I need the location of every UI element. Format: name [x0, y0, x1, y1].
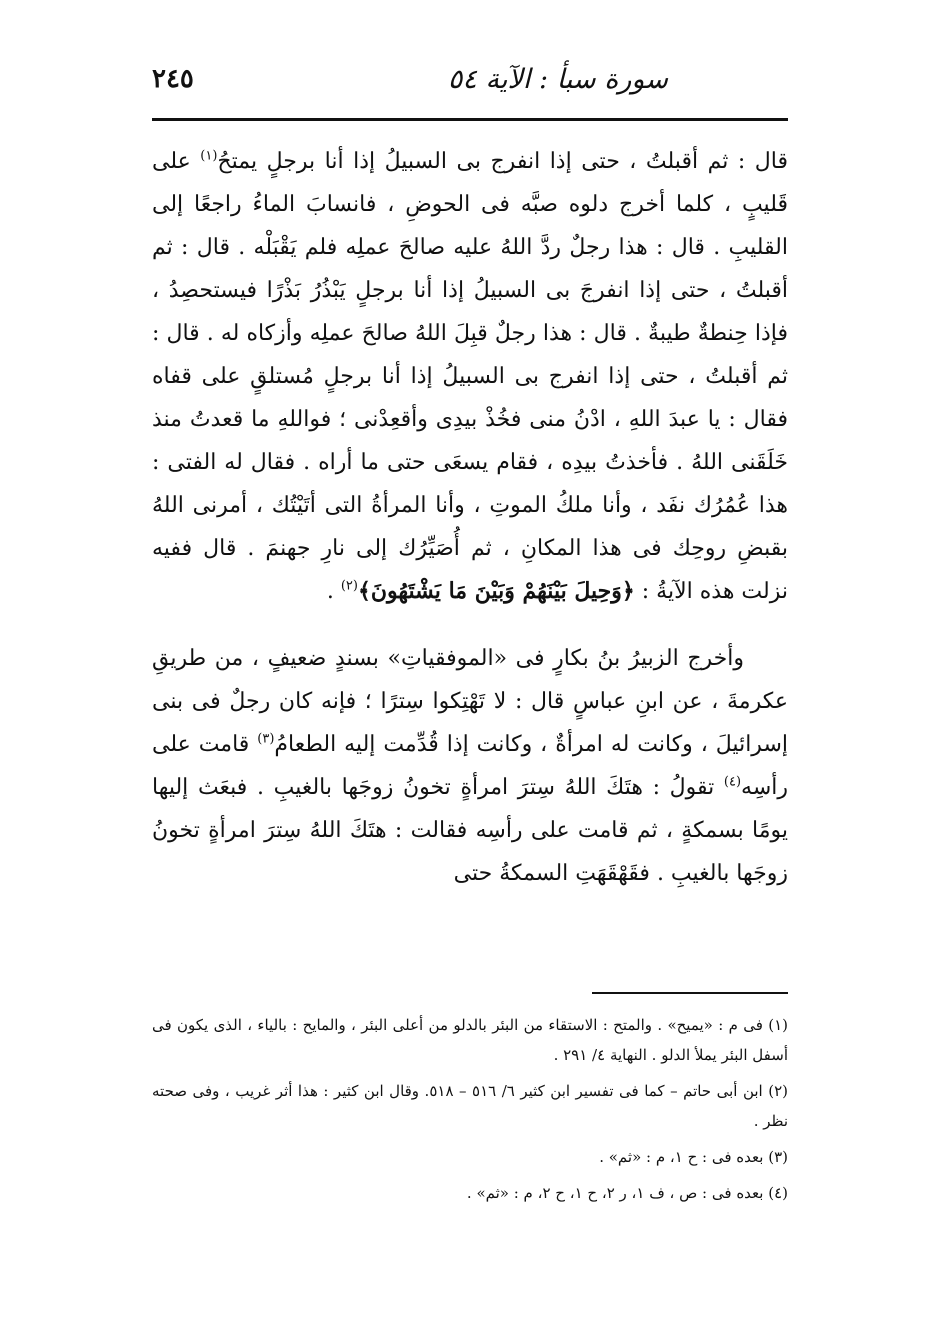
text-segment: . — [326, 579, 341, 604]
body-paragraph — [152, 140, 788, 613]
footnote-marker: (٣) — [257, 731, 275, 747]
footnote: (٤) بعده فى : ص ، ف ١، ر ٢، ح ١، ح ٢، م : «ثم» . — [466, 1184, 788, 1202]
footnotes — [152, 1010, 788, 1214]
body-paragraph — [152, 637, 788, 895]
running-title: سورة سبأ : الآية ٥٤ — [447, 64, 668, 95]
text-segment: قال : ثم أقبلتُ ، حتى إذا انفرج بى السبيلُ إذا أنا برجلٍ يمتحُ — [217, 149, 788, 174]
body-text — [152, 140, 788, 895]
page-header — [152, 58, 788, 108]
footnote-marker: (٢) — [340, 578, 358, 594]
footnote-marker: (٤) — [723, 774, 742, 790]
text-segment: على قَليبٍ ، كلما أخرج دلوه صبَّه فى الحوضِ ، فانسابَ الماءُ راجعًا إلى القليبِ . قال : هذا رجلٌ ردَّ اللهُ عليه صالحَ عملِه فلم يَقْبَلْه . قال : ثم أقبلتُ ، حتى إذا انفرجَ بى السبيلُ إذا أنا برجلٍ يَبْذُرُ بَذْرًا فيستحصِدُ ، فإذا حِنطةٌ طيبةٌ . قال : هذا رجلٌ قبِلَ اللهُ صالحَ عملِه وأزكاه له . قال : ثم أقبلتُ ، حتى إذا انفرج بى السبيلُ إذا أنا برجلٍ مُستلقٍ على قفاه فقال : يا عبدَ اللهِ ، ادْنُ منى فخُذْ بيدِى وأقعِدْنى ؛ فواللهِ ما قعدتُ منذ خَلَقَنى اللهُ . فأخذتُ بيدِه ، فقام يسعَى حتى ما أراه . فقال له الفتى : هذا عُمُرُك نفَد ، وأنا ملكُ الموتِ ، وأنا المرأةُ التى أتَيْتُك ، أمرنى اللهُ بقبضِ روحِك فى هذا المكانِ ، ثم أُصَيِّرُك إلى نارِ جهنمَ . قال ففيه نزلت هذه الآيةُ : — [152, 149, 788, 604]
text-segment: قامت على رأسِه — [152, 732, 788, 800]
quran-verse: ﴿وَحِيلَ بَيْنَهُمْ وَبَيْنَ مَا يَشْتَهُونَ﴾ — [357, 578, 635, 604]
page-number: ٢٤٥ — [152, 64, 194, 94]
footnote: (٣) بعده فى : ح ١، م : «ثم» . — [599, 1148, 788, 1166]
footnote-rule — [592, 992, 788, 994]
text-segment: تقولُ : هتَكَ اللهُ سِترَ امرأةٍ تخونُ زوجَها بالغيبِ . فبعَث إليها يومًا بسمكةٍ ، ثم قامت على رأسِه فقالت : هتَكَ اللهُ سِترَ امرأةٍ تخونُ زوجَها بالغيبِ . فقَهْقَهَتِ السمكةُ حتى — [152, 775, 788, 886]
header-rule — [152, 118, 788, 121]
footnote-marker: (١) — [200, 148, 218, 164]
text-segment: وأخرج الزبيرُ بنُ بكارٍ فى «الموفقياتِ» بسندٍ ضعيفٍ ، من طريقِ عكرمةَ ، عن ابنِ عباسٍ قال : لا تَهْتِكوا سِترًا ؛ فإنه كان رجلٌ فى بنى إسرائيلَ ، وكانت له امرأةٌ ، وكانت إذا قُدِّمت إليه الطعامُ — [152, 646, 788, 757]
footnote: (١) فى م : «يميح» . والمتح : الاستقاء من البئر بالدلو من أعلى البئر ، والمايح : بالياء ، الذى يكون فى أسفل البئر يملأ الدلو . النهاية ٤/ ٢٩١ . — [152, 1016, 788, 1064]
footnote: (٢) ابن أبى حاتم – كما فى تفسير ابن كثير ٦/ ٥١٦ – ٥١٨. وقال ابن كثير : هذا أثر غريب ، وفى صحته نظر . — [152, 1082, 788, 1130]
